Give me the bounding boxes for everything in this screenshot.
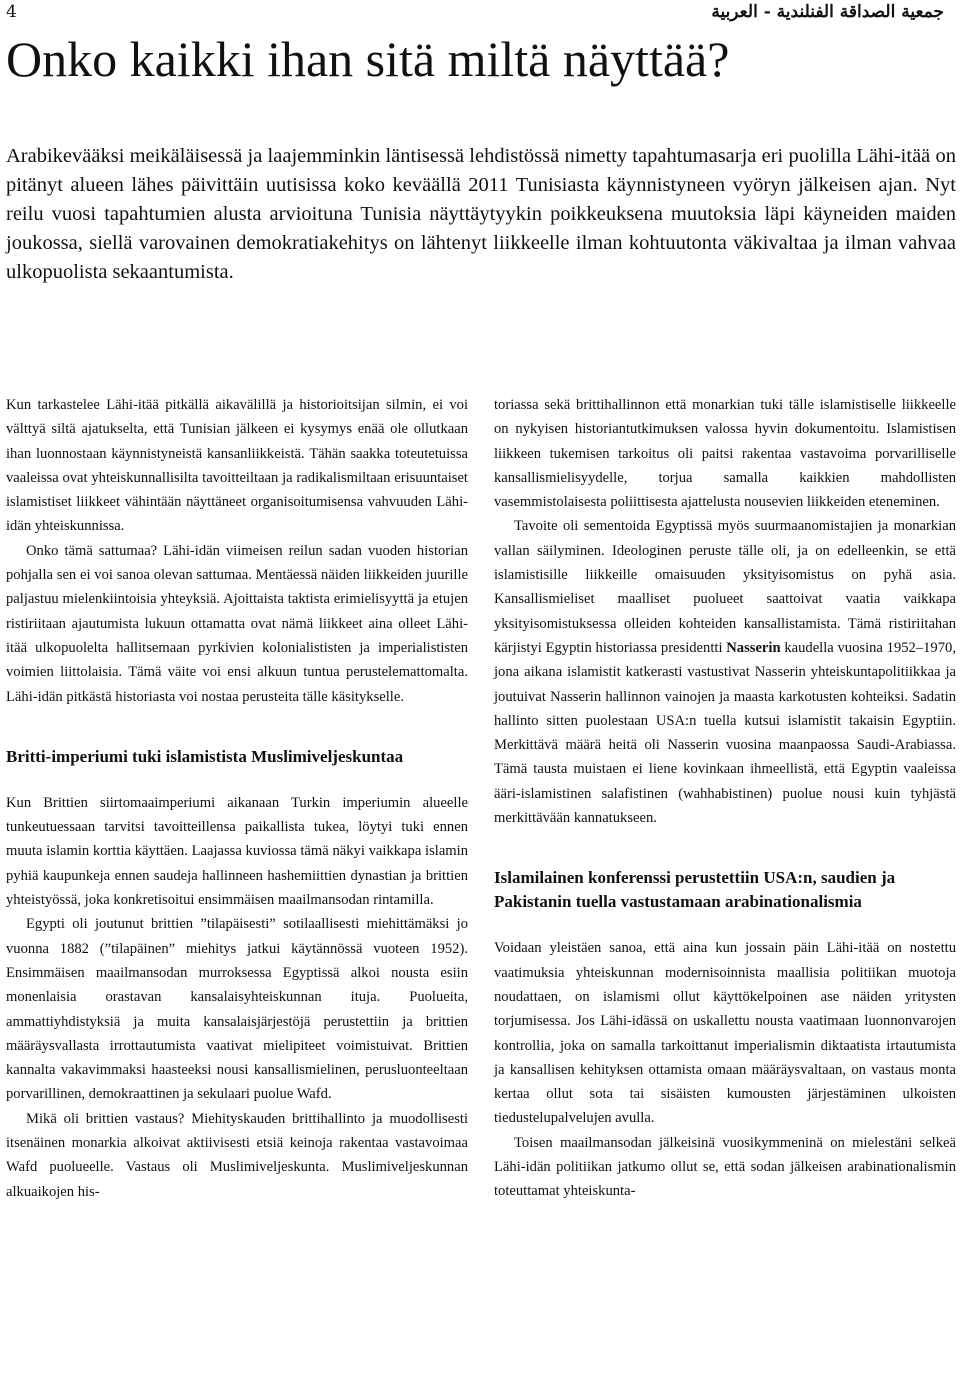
section-heading: Britti-imperiumi tuki islamistista Muslimiveljeskuntaa	[6, 746, 404, 766]
body-paragraph: Kun Brittien siirtomaaimperiumi aikanaan Turkin imperiumin alueelle tunkeutuessaan tarvitsi tavoitteillensa paikallista tukea, löytyi tuki ennen muuta islamin korttia käyttäen. Laajassa kuviossa tämä näkyi vaikkapa islamin pyhiä kaupunkeja ennen saudeja hallinneen hashemiittien dynastian ja brittien yhteistyössä, joka konkretisoitui ensimmäisen maailmansodan rintamilla.	[6, 794, 468, 909]
article-lead: Arabikevääksi meikäläisessä ja laajemminkin läntisessä lehdistössä nimetty tapahtumasarja eri puolilla Lähi-itää on pitänyt alueen lähes päivittäin uutisissa koko keväällä 2011 Tunisiasta käynnistyneen vyöryn jälkeisen ajan. Nyt reilu vuosi tapahtumien alusta arvioituna Tunisia näyttäytyykin poikkeuksena muutoksia läpi käyneiden maiden joukossa, siellä varovainen demokratiakehitys on lähtenyt liikkeelle ilman kohtuutonta väkivaltaa ja ilman vahvaa ulkopuolista sekaantumista.	[6, 145, 956, 283]
body-paragraph: Kun tarkastelee Lähi-itää pitkällä aikavälillä ja historioitsijan silmin, ei voi välttyä siltä ajatukselta, että Tunisian jälkeen ei kysymys enää ole ollutkaan ihan luonnostaan käynnistyneistä kansanliikkeistä. Tähän saakka toteutetuissa vaaleissa ovat yhteiskunnallisilta tavoitteiltaan ja radikalismiltaan erisuuntaiset islamistiset liikkeet vähintään näyttäneet organisoitumisensa vahvuuden Lähi-idän yhteiskunnissa.	[6, 397, 468, 535]
body-paragraph	[494, 514, 956, 830]
body-paragraph: Egypti oli joutunut brittien ”tilapäisesti” sotilaallisesti miehittämäksi jo vuonna 1882 (”tilapäinen” miehitys jatkui käytännössä vuoteen 1952). Ensimmäisen maailmansodan murroksessa Egyptissä alkoi nousta esiin monenlaisia orastavan kansalaisyhteiskunnan ituja. Puolueita, ammattiyhdistyksiä ja muita kansalaisjärjestöjä perustettiin ja brittien määräysvallasta irrottautumista vaativat mielipiteet voimistuivat. Brittien kannalta vakavimmaksi haasteeksi nousi kansallismielinen, perusluonteeltaan porvarillinen, demokraattinen ja sekulaari puolue Wafd.	[6, 916, 468, 1103]
emphasized-name: Nasserin	[726, 639, 781, 656]
body-paragraph: Voidaan yleistäen sanoa, että aina kun jossain päin Lähi-itää on nostettu vaatimuksia yhteiskunnan modernisoinnista maallisia politiikan muotoja noudattaen, on islamismi ollut käyttökelpoinen ase näiden yritysten torjumisessa. Jos Lähi-idässä on uskallettu nousta vaatimaan luonnonvarojen kontrollia, joka on samalla tarkoittanut imperialismin diktaatista irtautumista ja kansallisen kehityksen ottamista omaan määräysvaltaan, on vastaus monta kertaa ollut sota tai sisäisten kumousten järjestäminen ulkoisten tiedustelupalvelujen avulla.	[494, 940, 956, 1127]
body-text: Tavoite oli sementoida Egyptissä myös suurmaanomistajien ja monarkian vallan säilyminen. Ideologinen peruste tälle oli, ja on edelleenkin, se että islamistisille liikkeille omaisuuden yksityisomistus on pyhä asia. Kansallismieliset maalliset puolueet saattoivat vaatia vaikkapa yksityisomistuksessa olleiden kohteiden kansallistamista. Tämä ristiriitahan kärjistyi Egyptin historiassa presidentti	[494, 518, 956, 656]
left-column	[6, 393, 468, 1204]
body-paragraph: Toisen maailmansodan jälkeisinä vuosikymmeninä on mielestäni selkeä Lähi-idän politiikan jatkumo ollut se, että sodan jälkeisen arabinationalismin toteuttamat yhteiskunta-	[494, 1134, 956, 1200]
body-text: kaudella vuosina 1952–1970, jona aikana islamistit katkerasti vastustivat Nasserin yhteiskuntapolitiikkaa ja joutuivat Nasserin hallinnon vainojen ja maasta karkotusten kohteiksi. Sadatin hallinto sitten puolestaan USA:n tuella kutsui islamistit takaisin Egyptiin. Merkittävä määrä heitä oli Nasserin vuosina maanpaossa Saudi-Arabiassa. Tämä tausta muistaen ei liene kovinkaan ihmeellistä, että Egyptin vaaleissa ääri-islamistinen salafistinen (wahhabistinen) puolue nousi kuin tyhjästä merkittävään kannatukseen.	[494, 639, 956, 827]
section-heading: Islamilainen konferenssi perustettiin USA:n, saudien ja Pakistanin tuella vastustamaan arabinationalismia	[494, 868, 896, 912]
right-column	[494, 393, 956, 1204]
body-paragraph: toriassa sekä brittihallinnon että monarkian tuki tälle islamistiselle liikkeelle on nykyisen historiantutkimuksen valossa hyvin dokumentoitu. Islamistisen liikkeen tukemisen tarkoitus oli paitsi rakentaa vastavoima porvarilliselle kansallismielisyydelle, torjua samalla kaikkien mahdollisten vasemmistolaisesta poliittisesta ajattelusta nousevien liikkeiden eteneminen.	[494, 397, 956, 511]
article-title: Onko kaikki ihan sitä miltä näyttää?	[6, 31, 730, 87]
body-paragraph: Onko tämä sattumaa? Lähi-idän viimeisen reilun sadan vuoden historian pohjalla sen ei voi sanoa olevan sattumaa. Mentäessä näiden liikkeiden juurille paljastuu mielenkiintoisia yhteyksiä. Ajoittaista taktista erimielisyyttä ja etujen ristiriitaan ajautumista lukuun ottamatta ovat nämä liikkeet aina olleet Lähi-itää ulkopuolelta hallitsemaan pyrkivien kolonialististen ja imperialististen voimien liittolaisia. Tämä väite voi ensi alkuun tuntua perustelemattomalta. Lähi-idän pitkästä historiasta voi nostaa perusteita tälle käsitykselle.	[6, 542, 468, 705]
body-paragraph: Mikä oli brittien vastaus? Miehityskauden brittihallinto ja muodollisesti itsenäinen monarkia alkoivat aktiivisesti etsiä keinoja rakentaa vastavoimaa Wafd puolueelle. Vastaus oli Muslimiveljeskunta. Muslimiveljeskunnan alkuaikojen his-	[6, 1110, 468, 1200]
organization-name-arabic: جمعية الصداقة الفنلندية - العربية	[711, 2, 944, 22]
page-number: 4	[6, 2, 17, 22]
